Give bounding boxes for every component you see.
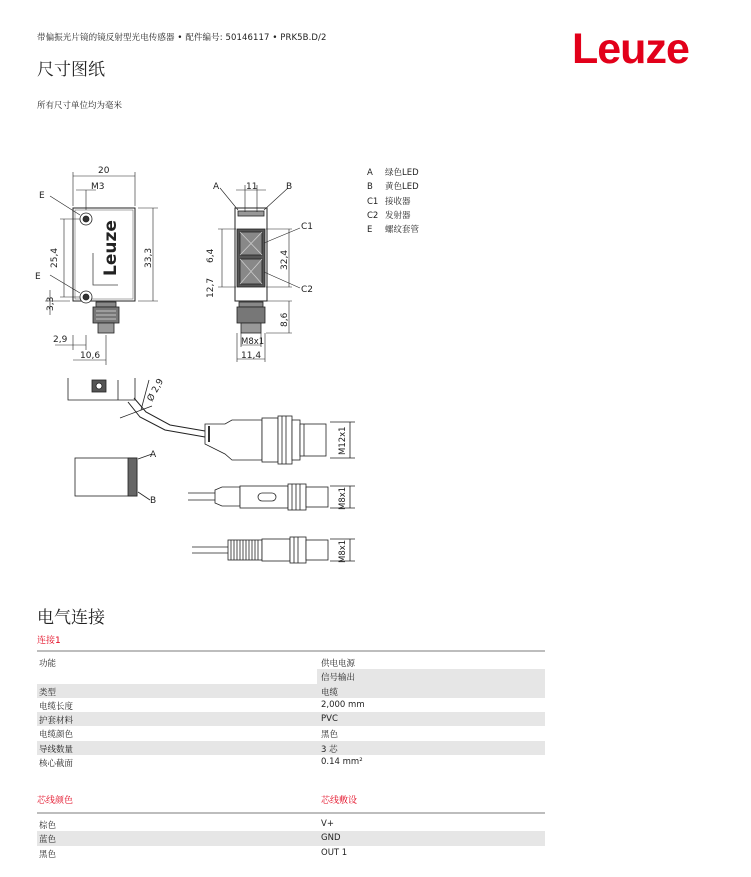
table-row: 护套材料 PVC xyxy=(37,712,545,726)
letter-c1: C1 xyxy=(301,222,314,232)
m8-connector-2 xyxy=(192,537,355,563)
letter-b-front: B xyxy=(286,182,293,192)
dim-m8x1-connector1: M8x1 xyxy=(338,486,348,510)
wires-divider xyxy=(37,812,545,814)
dim-20: 20 xyxy=(98,166,110,176)
dim-25-4: 25,4 xyxy=(50,247,60,268)
m12-connector xyxy=(205,416,355,464)
letter-c2: C2 xyxy=(301,285,314,295)
dim-11: 11 xyxy=(246,182,258,192)
dim-10-6: 10,6 xyxy=(80,351,101,361)
sensor-side-view xyxy=(73,208,135,333)
m8-connector-1 xyxy=(188,484,355,510)
table-row: 黑色 OUT 1 xyxy=(39,847,348,860)
legend-item: C1 接收器 xyxy=(367,196,411,207)
dim-32-4: 32,4 xyxy=(280,249,290,270)
dim-6-4: 6,4 xyxy=(206,248,216,263)
table-row: 类型 电缆 xyxy=(37,684,545,698)
legend-item: B 黄色LED xyxy=(367,182,419,193)
sensor-led-detail xyxy=(75,454,152,500)
letter-a-front: A xyxy=(213,182,220,192)
table-row: 功能 供电电源 xyxy=(39,659,356,669)
connection-label: 连接1 xyxy=(37,636,61,646)
sensor-logo-text: Leuze xyxy=(101,220,121,276)
dim-m12x1: M12x1 xyxy=(338,426,348,455)
electrical-title: 电气连接 xyxy=(37,608,105,628)
dim-33-3: 33,3 xyxy=(144,247,154,268)
table-row: 电缆长度 2,000 mm xyxy=(39,699,365,712)
table-row: 电缆颜色 黑色 xyxy=(39,730,339,741)
legend-item: E 螺纹套管 xyxy=(367,225,420,236)
table-row: 蓝色 GND xyxy=(37,831,545,845)
dim-3-3: 3,3 xyxy=(46,296,56,311)
drawing-legend xyxy=(367,166,419,237)
legend-item: A 绿色LED xyxy=(367,168,419,178)
dim-11-4: 11,4 xyxy=(241,351,262,361)
dim-8-6: 8,6 xyxy=(280,312,290,327)
table-row: 信号输出 xyxy=(37,669,545,683)
section-divider xyxy=(37,650,545,652)
legend-item: C2 发射器 xyxy=(367,210,411,221)
wire-assignment-header: 芯线敷设 xyxy=(321,796,358,806)
letter-a-detail: A xyxy=(150,450,157,460)
leuze-logo: Leuze xyxy=(572,25,689,73)
letter-e-top: E xyxy=(39,191,45,201)
dimensions-title: 尺寸图纸 xyxy=(37,60,105,80)
dim-m8x1-front: M8x1 xyxy=(241,337,265,347)
table-row: 导线数量 3 芯 xyxy=(37,741,545,755)
dimension-drawing xyxy=(0,150,400,580)
letter-e-bottom: E xyxy=(35,272,41,282)
letter-b-detail: B xyxy=(150,496,157,506)
dim-2-9: 2,9 xyxy=(53,335,68,345)
wire-color-header: 芯线颜色 xyxy=(37,796,74,806)
document-subtitle: 带偏振光片镜的镜反射型光电传感器 • 配件编号: 50146117 • PRK5B.D/2 xyxy=(37,33,327,43)
table-row: 核心截面 0.14 mm² xyxy=(39,757,363,770)
sensor-front-view xyxy=(235,208,267,333)
connection-table xyxy=(37,655,545,769)
table-row: 棕色 V+ xyxy=(39,819,334,831)
units-note: 所有尺寸单位均为毫米 xyxy=(37,101,123,111)
dim-dia-2-9: Ø 2,9 xyxy=(145,377,167,404)
dim-m3: M3 xyxy=(91,182,105,192)
dim-12-7: 12,7 xyxy=(206,277,216,298)
dim-m8x1-connector2: M8x1 xyxy=(338,539,348,563)
wire-table xyxy=(37,817,545,860)
sensor-cable-variant xyxy=(68,378,205,437)
